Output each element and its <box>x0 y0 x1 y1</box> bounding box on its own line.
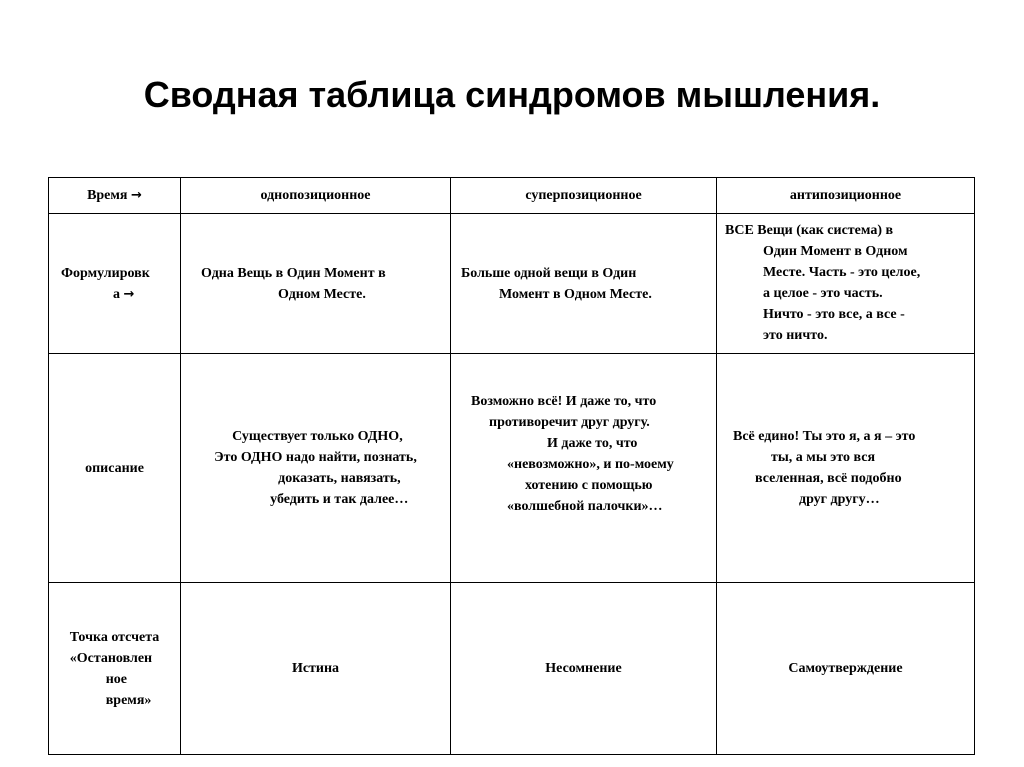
reference-label-line1: Точка отсчета <box>69 629 160 645</box>
reference-antiposition: Самоутверждение <box>717 583 975 755</box>
formulation-single-position <box>181 214 451 354</box>
reference-single-position: Истина <box>181 583 451 755</box>
header-col-single-position: однопозиционное <box>181 178 451 214</box>
formulation-anti-line5: Ничто - это все, а все - <box>763 307 905 322</box>
description-super-line4: «невозможно», и по-моему <box>507 457 674 472</box>
description-super-line2: противоречит друг другу. <box>489 415 650 430</box>
table-row-header <box>49 178 975 214</box>
reference-label-line4: время» <box>105 692 152 708</box>
arrow-right-icon: → <box>123 286 135 302</box>
arrow-right-icon: → <box>131 188 142 203</box>
syndrome-table <box>48 177 975 755</box>
reference-point-label-cell <box>49 583 181 755</box>
reference-superposition: Несомнение <box>451 583 717 755</box>
table-row-formulation <box>49 214 975 354</box>
formulation-anti-line2: Один Момент в Одном <box>763 244 908 259</box>
description-anti-line3: вселенная, всё подобно <box>755 471 902 486</box>
description-single-line1: Существует только ОДНО, <box>232 429 403 444</box>
formulation-label-line2: а <box>113 286 120 302</box>
formulation-anti-line4: а целое - это часть. <box>763 286 883 301</box>
formulation-super-line1: Больше одной вещи в Один <box>461 265 637 281</box>
description-label: описание <box>49 354 181 583</box>
formulation-super-line2: Момент в Одном Месте. <box>499 286 652 302</box>
formulation-label-cell <box>49 214 181 354</box>
reference-label-line2: «Остановлен <box>69 650 153 666</box>
table-row-description <box>49 354 975 583</box>
description-super-line5: хотению с помощью <box>525 478 653 493</box>
description-superposition <box>451 354 717 583</box>
header-time-label: Время <box>87 188 128 203</box>
slide-title: Сводная таблица синдромов мышления. <box>143 74 881 115</box>
description-super-line3: И даже то, что <box>547 436 638 451</box>
table-row-reference-point <box>49 583 975 755</box>
description-anti-line4: друг другу… <box>799 492 880 507</box>
description-single-line2: Это ОДНО надо найти, познать, <box>214 450 417 465</box>
formulation-superposition <box>451 214 717 354</box>
formulation-anti-line6: это ничто. <box>763 328 828 343</box>
formulation-anti-line1: ВСЕ Вещи (как система) в <box>725 223 894 238</box>
formulation-antiposition <box>717 214 975 354</box>
description-single-line4: убедить и так далее… <box>270 492 409 507</box>
formulation-single-line2: Одном Месте. <box>278 286 366 302</box>
header-time-cell <box>49 178 181 214</box>
description-anti-line1: Всё едино! Ты это я, а я – это <box>733 429 916 444</box>
description-anti-line2: ты, а мы это вся <box>771 450 876 465</box>
description-single-line3: доказать, навязать, <box>278 471 401 486</box>
description-antiposition <box>717 354 975 583</box>
reference-label-line3: ное <box>105 671 127 687</box>
formulation-single-line1: Одна Вещь в Один Момент в <box>201 265 386 281</box>
formulation-label-line1: Формулировк <box>61 265 150 281</box>
description-single-position <box>181 354 451 583</box>
description-super-line6: «волшебной палочки»… <box>507 499 663 514</box>
description-super-line1: Возможно всё! И даже то, что <box>471 394 657 409</box>
header-col-superposition: суперпозиционное <box>451 178 717 214</box>
formulation-anti-line3: Месте. Часть - это целое, <box>763 265 921 280</box>
header-col-antiposition: антипозиционное <box>717 178 975 214</box>
